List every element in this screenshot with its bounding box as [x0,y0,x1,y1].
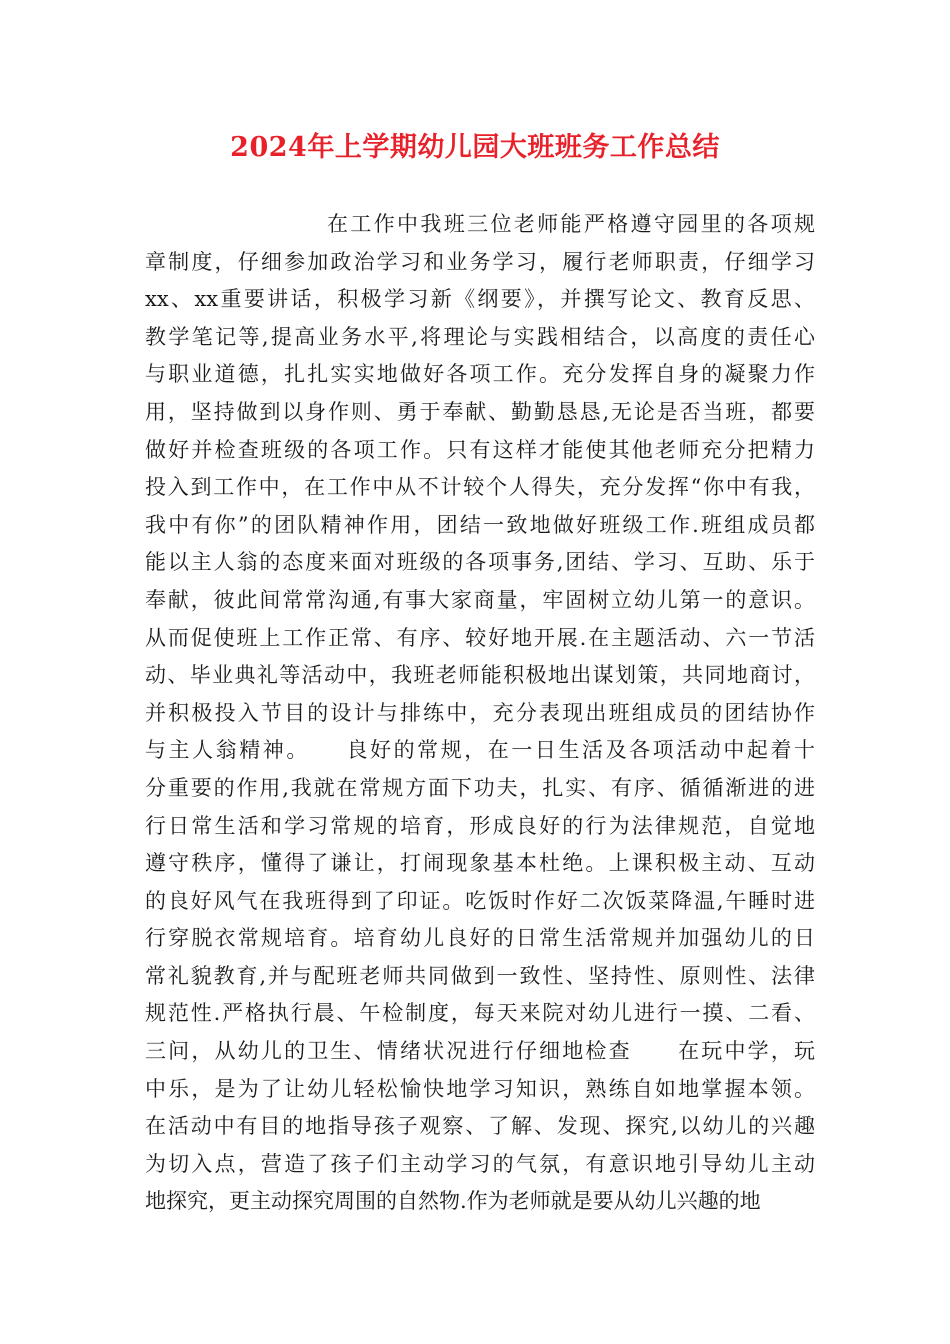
document-title: 2024年上学期幼儿园大班班务工作总结 [230,132,720,163]
body-line: 在工作中我班三位老师能严格遵守园里的各项规 [327,212,815,236]
body-line: 能以主人翁的态度来面对班级的各项事务,团结、学习、互助、乐于 [145,550,815,575]
body-line: 行日常生活和学习常规的培育，形成良好的行为法律规范，自觉地 [145,813,815,838]
body-line: 行穿脱衣常规培育。培育幼儿良好的日常生活常规并加强幼儿的日 [145,926,815,951]
document-body [145,206,815,1221]
body-line: 教学笔记等,提高业务水平,将理论与实践相结合，以高度的责任心 [145,324,815,349]
body-line: 常礼貌教育,并与配班老师共同做到一致性、坚持性、原则性、法律 [145,963,815,988]
body-line: 的良好风气在我班得到了印证。吃饭时作好二次饭菜降温,午睡时进 [145,888,815,913]
body-line: 奉献，彼此间常常沟通,有事大家商量，牢固树立幼儿第一的意识。 [145,587,815,612]
body-line: 用，坚持做到以身作则、勇于奉献、勤勤恳恳,无论是否当班，都要 [145,399,815,424]
body-line: 为切入点，营造了孩子们主动学习的气氛，有意识地引导幼儿主动 [145,1151,815,1176]
body-line: 规范性.严格执行晨、午检制度，每天来院对幼儿进行一摸、二看、 [145,1001,815,1026]
body-line: 地探究，更主动探究周围的自然物.作为老师就是要从幼儿兴趣的地 [145,1189,761,1214]
body-line: 分重要的作用,我就在常规方面下功夫，扎实、有序、循循渐进的进 [145,775,815,800]
body-line: 遵守秩序，懂得了谦让，打闹现象基本杜绝。上课积极主动、互动 [145,851,815,876]
body-line: 做好并检查班级的各项工作。只有这样才能使其他老师充分把精力 [145,437,815,462]
body-line: 中乐，是为了让幼儿轻松愉快地学习知识，熟练自如地掌握本领。 [145,1076,815,1101]
body-line: 与职业道德，扎扎实实地做好各项工作。充分发挥自身的凝聚力作 [145,362,815,387]
body-line: 三问，从幼儿的卫生、情绪状况进行仔细地检查 在玩中学，玩 [145,1039,815,1064]
body-line: 在活动中有目的地指导孩子观察、了解、发现、探究,以幼儿的兴趣 [145,1114,815,1139]
body-line: 动、毕业典礼等活动中，我班老师能积极地出谋划策，共同地商讨， [145,663,815,688]
body-line: 我中有你”的团队精神作用，团结一致地做好班级工作.班组成员都 [145,512,815,537]
body-line: 并积极投入节目的设计与排练中，充分表现出班组成员的团结协作 [145,700,815,725]
body-line: xx、xx重要讲话，积极学习新《纲要》，并撰写论文、教育反思、 [145,287,815,312]
body-line: 章制度，仔细参加政治学习和业务学习，履行老师职责，仔细学习 [145,249,815,274]
body-line: 与主人翁精神。 良好的常规，在一日生活及各项活动中起着十 [145,738,815,763]
body-line: 投入到工作中，在工作中从不计较个人得失，充分发挥“你中有我， [145,475,815,500]
body-line: 从而促使班上工作正常、有序、较好地开展.在主题活动、六一节活 [145,625,815,650]
